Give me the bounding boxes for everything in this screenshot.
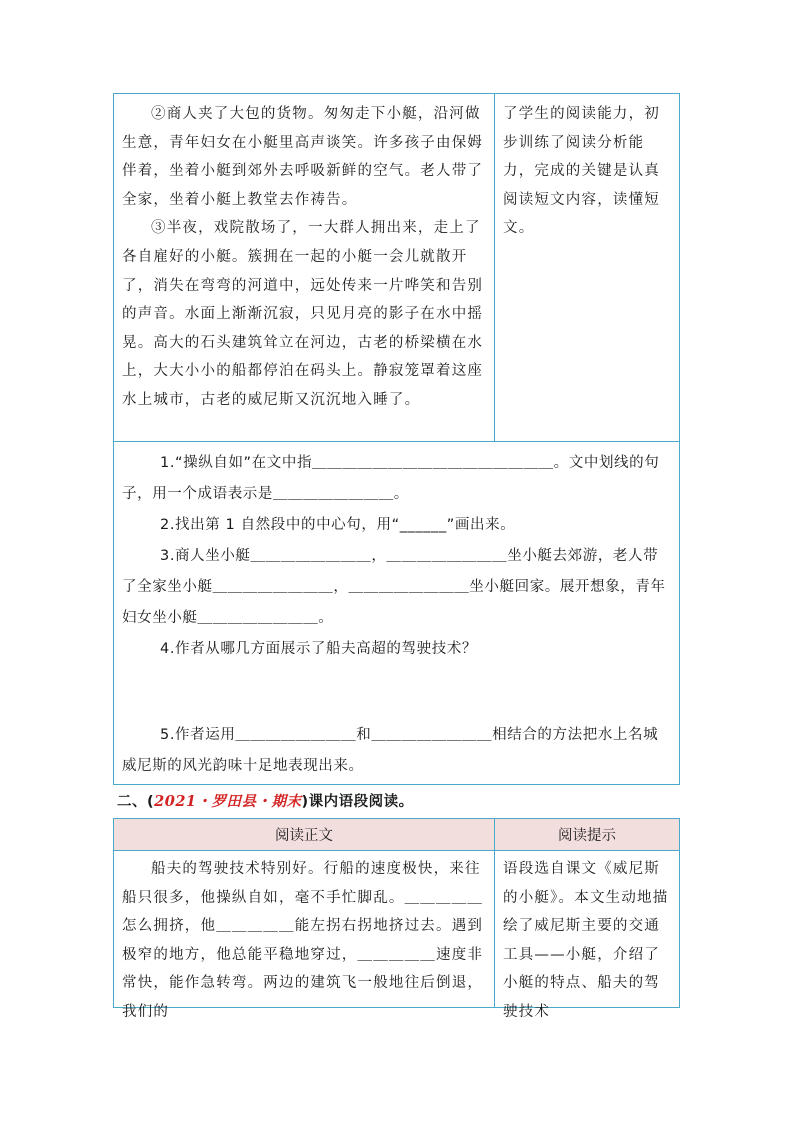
header-right: 阅读提示 — [558, 828, 616, 844]
section-2-heading — [117, 790, 414, 811]
questions-cell — [114, 442, 679, 784]
reading-hint: 了学生的阅读能力，初步训练了阅读分析能力，完成的关键是认真阅读短文内容，读懂短文。 — [503, 106, 660, 237]
question-1: 1.“操纵自如”在文中指＿＿＿＿＿＿＿＿＿＿＿＿＿＿＿＿。文中划线的句子，用一个成语表示是＿＿＿＿＿＿＿＿。 — [122, 455, 660, 502]
table-2-text-cell — [114, 851, 495, 1020]
table-2-header — [114, 819, 679, 851]
passage-row — [114, 94, 679, 442]
section-2-prefix: 二、( — [117, 794, 155, 810]
question-2: 2.找出第 1 自然段中的中心句，用“______”画出来。 — [160, 517, 516, 533]
question-3: 3.商人坐小艇＿＿＿＿＿＿＿＿，＿＿＿＿＿＿＿＿坐小艇去郊游，老人带了全家坐小艇＿＿＿＿＿＿＿＿，＿＿＿＿＿＿＿＿坐小艇回家。展开想象，青年妇女坐小艇＿＿＿＿＿＿＿＿。 — [122, 548, 666, 626]
section-2-suffix: )课内语段阅读。 — [301, 794, 414, 810]
reading-table-2 — [113, 818, 680, 1020]
section-2-source: 2021・罗田县・期末 — [154, 793, 302, 810]
table-2-hint-cell — [495, 851, 679, 1020]
question-4: 4.作者从哪几方面展示了船夫高超的驾驶技术？ — [160, 641, 478, 657]
passage-hint: 语段选自课文《威尼斯的小艇》。本文生动地描绘了威尼斯主要的交通工具——小艇，介绍了小艇的特点、船夫的驾驶技术 — [503, 861, 669, 1020]
reading-table-1 — [113, 93, 680, 785]
header-left: 阅读正文 — [114, 819, 495, 850]
passage-text: 船夫的驾驶技术特别好。行船的速度极快，来往船只很多，他操纵自如，毫不手忙脚乱。＿＿＿＿＿怎么拥挤，他＿＿＿＿＿能左拐右拐地挤过去。遇到极窄的地方，他总能平稳地穿过，＿＿＿＿＿速度非常快，能作急转弯。两边的建筑飞一般地往后倒退，我们的 — [122, 861, 484, 1020]
table-2-body — [114, 851, 679, 1020]
question-5: 5.作者运用＿＿＿＿＿＿＿＿和＿＿＿＿＿＿＿＿相结合的方法把水上名城威尼斯的风光韵味十足地表现出来。 — [122, 727, 659, 774]
paragraph-2: ②商人夹了大包的货物。匆匆走下小艇，沿河做生意，青年妇女在小艇里高声谈笑。许多孩子由保姆伴着，坐着小艇到郊外去呼吸新鲜的空气。老人带了全家，坐着小艇上教堂去作祷告。 — [122, 106, 484, 208]
paragraph-3: ③半夜，戏院散场了，一大群人拥出来，走上了各自雇好的小艇。簇拥在一起的小艇一会儿就散开了，消失在弯弯的河道中，远处传来一片哗笑和告别的声音。水面上渐渐沉寂，只见月亮的影子在水中摇晃。高大的石头建筑耸立在河边，古老的桥梁横在水上，大大小小的船都停泊在码头上。静寂笼罩着这座水上城市，古老的威尼斯又沉沉地入睡了。 — [122, 220, 484, 408]
passage-cell — [114, 94, 495, 441]
hint-cell — [495, 94, 679, 441]
